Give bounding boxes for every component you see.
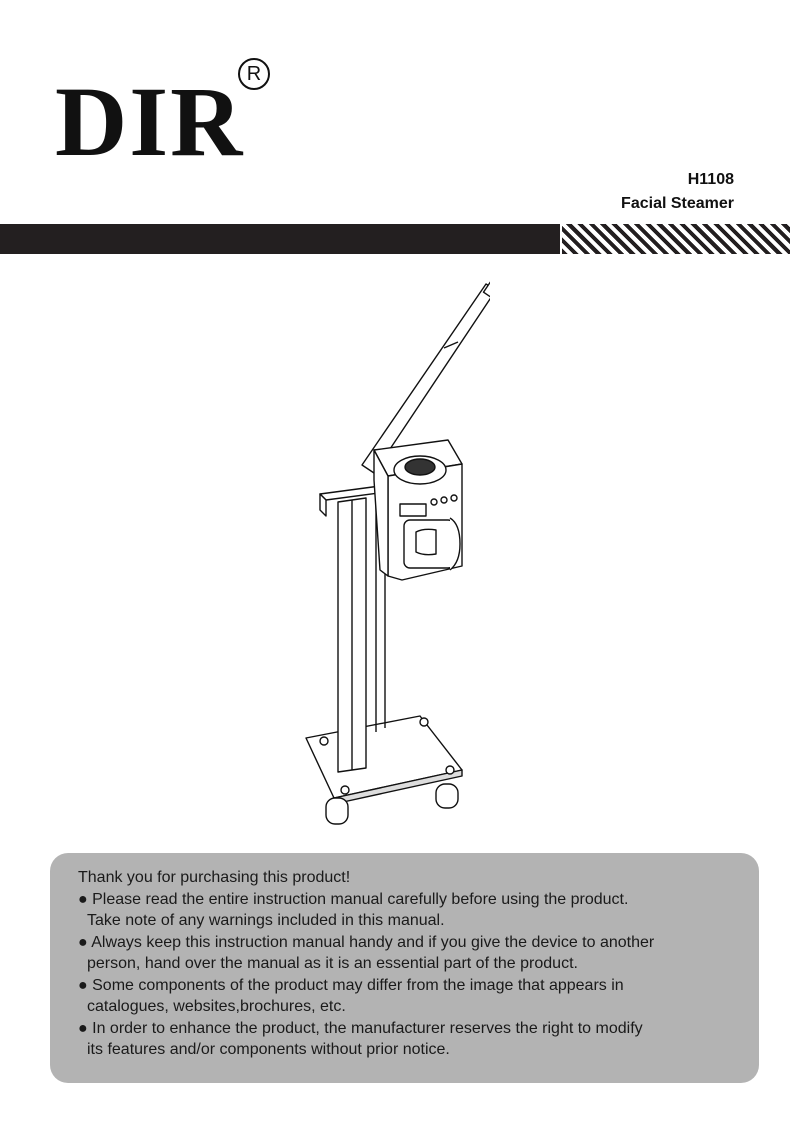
brand-logo: DIR (55, 66, 245, 177)
bullet-icon: ● (78, 976, 88, 994)
notice-item (78, 932, 739, 954)
notice-box (50, 853, 759, 1083)
registered-mark-icon: R (238, 58, 270, 90)
notice-item-continuation: Take note of any warnings included in this manual. (87, 912, 445, 929)
notice-item-continuation: its features and/or components without prior notice. (87, 1041, 450, 1058)
notice-item-line: Always keep this instruction manual handy and if you give the device to another (91, 933, 655, 951)
notice-item-line: Please read the entire instruction manual carefully before using the product. (92, 890, 629, 908)
header-hatch-pattern (562, 224, 790, 254)
product-model: H1108 (687, 171, 734, 188)
product-heading (621, 168, 734, 216)
bullet-icon: ● (78, 933, 88, 951)
notice-item (78, 975, 739, 997)
notice-item-continuation: catalogues, websites,brochures, etc. (87, 998, 346, 1015)
product-name: Facial Steamer (621, 195, 734, 212)
facial-steamer-illustration (290, 280, 490, 840)
notice-item (78, 889, 739, 911)
bullet-icon: ● (78, 1019, 88, 1037)
notice-intro: Thank you for purchasing this product! (78, 869, 351, 886)
notice-item-continuation: person, hand over the manual as it is an essential part of the product. (87, 955, 578, 972)
notice-item-line: Some components of the product may differ from the image that appears in (92, 976, 624, 994)
bullet-icon: ● (78, 890, 88, 908)
notice-item (78, 1018, 739, 1040)
notice-item-line: In order to enhance the product, the manufacturer reserves the right to modify (92, 1019, 643, 1037)
header-bar (0, 224, 560, 254)
